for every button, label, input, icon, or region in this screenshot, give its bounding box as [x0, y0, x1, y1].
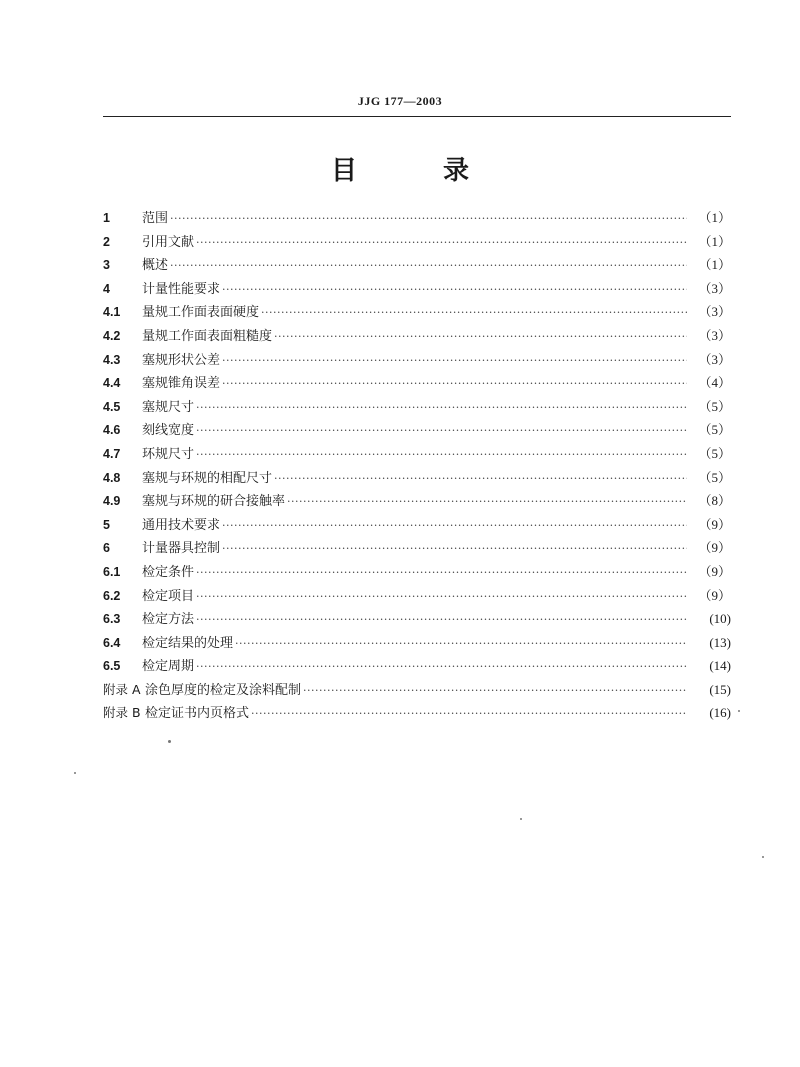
- page-title: 目 录: [330, 156, 499, 186]
- toc-number: 4.2: [103, 328, 121, 343]
- toc-leader: [196, 236, 687, 249]
- toc-leader: [222, 542, 687, 555]
- toc-label: 计量性能要求: [142, 281, 221, 297]
- toc-label: 检定证书内页格式: [145, 706, 250, 722]
- toc-number: 6.5: [103, 659, 121, 674]
- toc-page: (14): [709, 658, 731, 674]
- toc-number: 4: [103, 281, 110, 296]
- toc-number: 4.5: [103, 399, 121, 414]
- header-rule: [103, 116, 731, 117]
- toc-number: 4.8: [103, 470, 121, 485]
- toc-number: 3: [103, 258, 110, 273]
- toc-number: 2: [103, 234, 110, 249]
- toc-leader: [196, 660, 687, 673]
- toc-page: (16): [709, 705, 731, 721]
- toc-page: （1）: [698, 233, 731, 249]
- toc-leader: [222, 354, 687, 367]
- toc-label: 刻线宽度: [142, 423, 195, 439]
- toc-page: （1）: [698, 257, 731, 273]
- scan-speck: [74, 772, 76, 774]
- toc-entry-4-6[interactable]: [103, 419, 731, 443]
- toc-entry-6[interactable]: [103, 537, 731, 561]
- toc-number: 1: [103, 211, 110, 225]
- toc-label: 量规工作面表面粗糙度: [142, 328, 273, 344]
- toc-entry-6-4[interactable]: [103, 632, 731, 656]
- toc-label: 塞规尺寸: [142, 399, 195, 415]
- toc-leader: [170, 259, 687, 272]
- toc-number: 4.3: [103, 352, 121, 367]
- toc-label: 通用技术要求: [142, 517, 221, 533]
- toc-page: （5）: [698, 469, 731, 485]
- toc-number: 6.2: [103, 588, 121, 603]
- toc-number: 5: [103, 517, 110, 532]
- toc-label: 量规工作面表面硬度: [142, 305, 260, 321]
- toc-number: 附录 A: [103, 681, 141, 697]
- toc-page: (10): [709, 611, 731, 627]
- toc-leader: [274, 330, 687, 343]
- toc-leader: [235, 637, 687, 650]
- toc-number: 4.6: [103, 423, 121, 438]
- toc-entry-6-1[interactable]: [103, 561, 731, 585]
- toc-label: 范围: [142, 211, 169, 226]
- toc-page: （3）: [698, 351, 731, 367]
- toc-label: 概述: [142, 258, 169, 274]
- toc-entry-6-5[interactable]: [103, 655, 731, 679]
- toc-leader: [196, 590, 687, 603]
- toc-entry-4-1[interactable]: [103, 301, 731, 325]
- toc-entry-4-4[interactable]: [103, 372, 731, 396]
- toc-page: （4）: [698, 375, 731, 391]
- toc-label: 计量器具控制: [142, 541, 221, 557]
- toc-page: (13): [709, 634, 731, 650]
- toc-number: 4.1: [103, 305, 121, 320]
- toc-page: （3）: [698, 304, 731, 320]
- toc-label: 引用文献: [142, 234, 195, 250]
- toc-label: 塞规与环规的相配尺寸: [142, 470, 273, 486]
- toc-number: 附录 B: [103, 705, 141, 721]
- toc-entry-6-2[interactable]: [103, 585, 731, 609]
- toc-number: 6.4: [103, 635, 121, 650]
- toc-leader: [222, 283, 687, 296]
- toc-leader: [222, 377, 687, 390]
- toc-entry-appendix-a[interactable]: [103, 679, 731, 703]
- toc-entry-4[interactable]: [103, 278, 731, 302]
- toc-label: 塞规与环规的研合接触率: [142, 494, 286, 510]
- toc-entry-appendix-b[interactable]: [103, 702, 731, 726]
- toc-entry-5[interactable]: [103, 514, 731, 538]
- toc-leader: [196, 566, 687, 579]
- toc-page: （1）: [698, 210, 731, 225]
- toc-page: （3）: [698, 280, 731, 296]
- toc-leader: [170, 212, 687, 225]
- toc-leader: [196, 424, 687, 437]
- toc-page: （9）: [698, 563, 731, 579]
- document-code: JJG 177—2003: [357, 94, 443, 108]
- table-of-contents: [103, 207, 731, 726]
- toc-page: （5）: [698, 398, 731, 414]
- toc-page: （9）: [698, 587, 731, 603]
- toc-leader: [274, 472, 687, 485]
- toc-page: （9）: [698, 516, 731, 532]
- toc-label: 环规尺寸: [142, 446, 195, 462]
- toc-number: 4.9: [103, 494, 121, 509]
- toc-page: (15): [709, 681, 731, 697]
- toc-number: 4.7: [103, 446, 121, 461]
- toc-label: 塞规锥角误差: [142, 376, 221, 392]
- scan-speck: [168, 740, 171, 743]
- toc-entry-4-3[interactable]: [103, 349, 731, 373]
- toc-page: （5）: [698, 445, 731, 461]
- toc-label: 涂色厚度的检定及涂料配制: [145, 682, 302, 698]
- toc-entry-4-5[interactable]: [103, 396, 731, 420]
- toc-entry-4-2[interactable]: [103, 325, 731, 349]
- toc-page: （8）: [698, 493, 731, 509]
- toc-entry-4-9[interactable]: [103, 490, 731, 514]
- toc-leader: [303, 684, 687, 697]
- toc-page: （9）: [698, 540, 731, 556]
- toc-label: 检定结果的处理: [142, 635, 234, 651]
- toc-entry-4-7[interactable]: [103, 443, 731, 467]
- toc-entry-6-3[interactable]: [103, 608, 731, 632]
- toc-label: 检定周期: [142, 659, 195, 675]
- toc-leader: [196, 401, 687, 414]
- scan-speck: [520, 818, 522, 820]
- toc-leader: [196, 448, 687, 461]
- toc-label: 塞规形状公差: [142, 352, 221, 368]
- scan-speck: [738, 710, 740, 712]
- toc-entry-4-8[interactable]: [103, 467, 731, 491]
- toc-number: 6.3: [103, 612, 121, 627]
- toc-number: 6: [103, 541, 110, 556]
- toc-label: 检定方法: [142, 612, 195, 628]
- toc-page: （3）: [698, 327, 731, 343]
- toc-page: （5）: [698, 422, 731, 438]
- toc-leader: [222, 519, 687, 532]
- toc-number: 6.1: [103, 564, 121, 579]
- toc-number: 4.4: [103, 376, 121, 391]
- toc-leader: [251, 707, 687, 720]
- toc-entry-1[interactable]: [103, 207, 731, 231]
- toc-entry-3[interactable]: [103, 254, 731, 278]
- toc-leader: [287, 495, 687, 508]
- toc-leader: [196, 613, 687, 626]
- toc-entry-2[interactable]: [103, 231, 731, 255]
- toc-label: 检定项目: [142, 588, 195, 604]
- toc-leader: [261, 306, 687, 319]
- toc-label: 检定条件: [142, 564, 195, 580]
- scan-speck: [762, 856, 764, 858]
